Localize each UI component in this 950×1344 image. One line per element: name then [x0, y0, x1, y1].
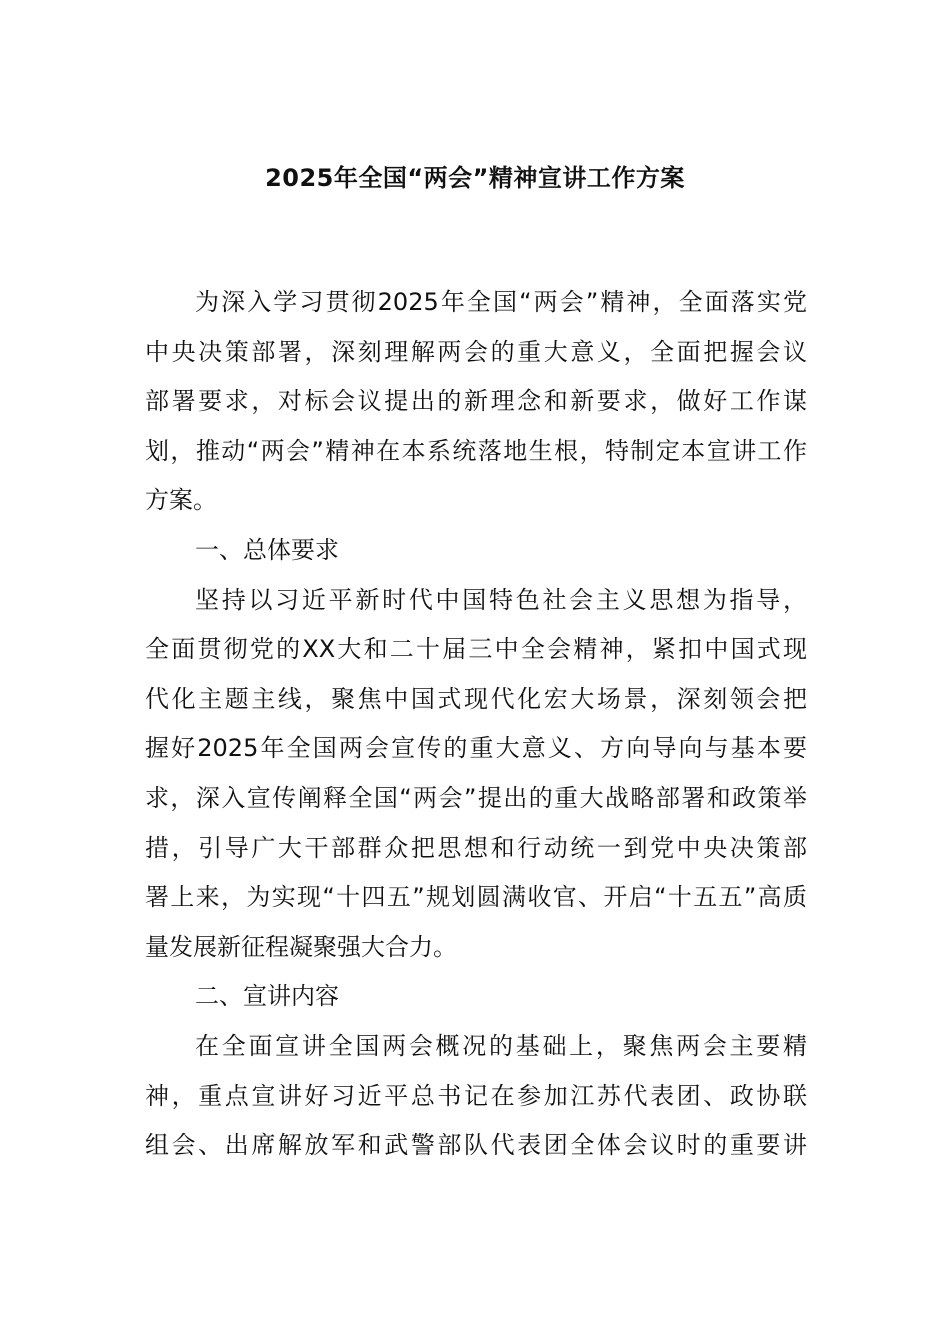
text-line: 组会、出席解放军和武警部队代表团全体会议时的重要讲	[145, 1131, 807, 1160]
text-line: 代化主题主线，聚焦中国式现代化宏大场景，深刻领会把	[145, 684, 807, 713]
text-line: 划，推动“两会”精神在本系统落地生根，特制定本宣讲工作	[145, 436, 807, 465]
text-line: 在全面宣讲全国两会概况的基础上，聚焦两会主要精	[195, 1031, 807, 1060]
text-line: 中央决策部署，深刻理解两会的重大意义，全面把握会议	[145, 337, 807, 366]
text-line: 全面贯彻党的XX大和二十届三中全会精神，紧扣中国式现	[145, 635, 807, 664]
document-title: 2025年全国“两会”精神宣讲工作方案	[265, 164, 685, 192]
text-line: 署上来，为实现“十四五”规划圆满收官、开启“十五五”高质	[145, 883, 807, 912]
text-line: 方案。	[145, 486, 217, 515]
text-line: 求，深入宣传阐释全国“两会”提出的重大战略部署和政策举	[145, 783, 807, 812]
paragraph-lecture-content	[145, 1022, 807, 1171]
text-line: 坚持以习近平新时代中国特色社会主义思想为指导，	[195, 585, 807, 614]
section-heading: 一、总体要求	[195, 535, 339, 564]
paragraph-intro	[145, 278, 807, 526]
document-body	[145, 278, 807, 1171]
paragraph-general-requirements	[145, 576, 807, 973]
text-line: 量发展新征程凝聚强大合力。	[145, 932, 457, 961]
section-heading-general-requirements	[145, 526, 807, 576]
text-line: 为深入学习贯彻2025年全国“两会”精神，全面落实党	[195, 288, 807, 316]
section-heading: 二、宣讲内容	[195, 982, 339, 1011]
text-line: 握好2025年全国两会宣传的重大意义、方向导向与基本要	[145, 734, 807, 763]
section-heading-lecture-content	[145, 972, 807, 1022]
text-line: 措，引导广大干部群众把思想和行动统一到党中央决策部	[145, 833, 807, 862]
text-line: 神，重点宣讲好习近平总书记在参加江苏代表团、政协联	[145, 1081, 807, 1110]
text-line: 部署要求，对标会议提出的新理念和新要求，做好工作谋	[145, 387, 807, 416]
